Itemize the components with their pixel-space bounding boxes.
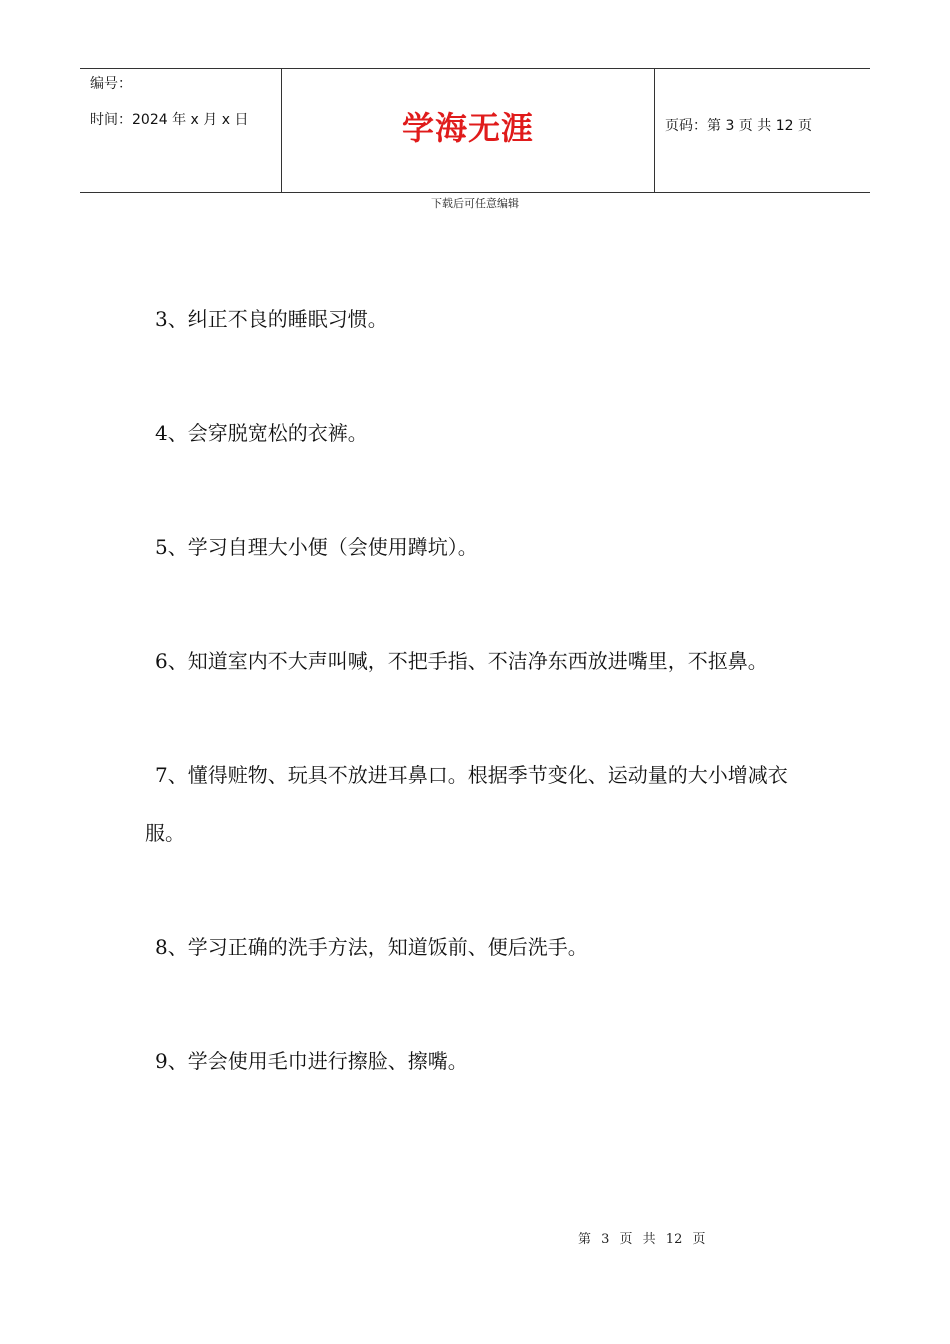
header-middle-cell — [281, 69, 655, 192]
header-left-cell — [80, 69, 281, 192]
document-header — [80, 68, 870, 193]
page-number-label: 页码：第 3 页 共 12 页 — [665, 118, 812, 134]
list-item: 8、学习正确的洗手方法，知道饭前、便后洗手。 — [155, 935, 588, 959]
edit-note: 下载后可任意编辑 — [431, 197, 519, 210]
list-item: 4、会穿脱宽松的衣裤。 — [155, 421, 368, 445]
time-label: 时间：2024 年 x 月 x 日 — [90, 112, 249, 128]
page-footer: 第 3 页 共 12 页 — [578, 1232, 706, 1247]
brand-title: 学海无涯 — [401, 109, 534, 147]
header-right-cell — [655, 69, 870, 192]
id-label: 编号： — [90, 76, 132, 92]
list-item: 9、学会使用毛巾进行擦脸、擦嘴。 — [155, 1049, 468, 1073]
list-item: 3、纠正不良的睡眠习惯。 — [155, 307, 388, 331]
list-item: 7、懂得赃物、玩具不放进耳鼻口。根据季节变化、运动量的大小增减衣服。 — [145, 763, 788, 845]
list-item: 6、知道室内不大声叫喊，不把手指、不洁净东西放进嘴里，不抠鼻。 — [155, 649, 768, 673]
document-body — [145, 290, 815, 1146]
list-item: 5、学习自理大小便（会使用蹲坑）。 — [155, 535, 478, 559]
